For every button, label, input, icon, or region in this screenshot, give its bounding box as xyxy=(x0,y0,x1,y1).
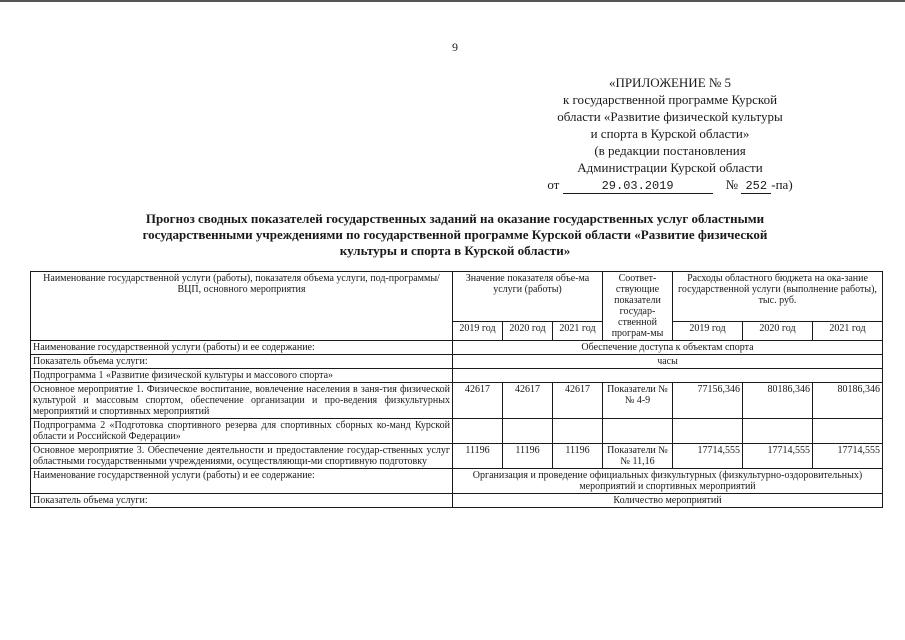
expense-value: 80186,346 xyxy=(813,383,883,419)
page-number: 9 xyxy=(452,40,458,54)
empty-cell xyxy=(603,419,673,444)
header-expense-year: 2020 год xyxy=(743,321,813,340)
number-suffix: -па) xyxy=(771,177,793,192)
top-rule xyxy=(0,0,905,2)
empty-cell xyxy=(673,419,743,444)
empty-cell xyxy=(453,419,503,444)
volume-value: 11196 xyxy=(503,444,553,469)
table-row xyxy=(31,341,883,355)
table-row xyxy=(31,444,883,469)
appendix-line: Администрации Курской области xyxy=(577,160,763,175)
header-name-col: Наименование государственной услуги (работы), показателя объема услуги, под-программы/ВЦП, основного мероприятия xyxy=(31,272,453,341)
empty-cell xyxy=(503,419,553,444)
row-empty-merged xyxy=(453,369,883,383)
table-row xyxy=(31,469,883,494)
row-label: Наименование государственной услуги (работы) и ее содержание: xyxy=(31,341,453,355)
appendix-line: (в редакции постановления xyxy=(594,143,746,158)
table-row xyxy=(31,419,883,444)
row-label: Основное мероприятие 1. Физическое воспитание, вовлечение населения в заня-тия физической культурой и массовым спортом, обеспечение организации и про-ведения физкультурных мероприятий и спортивных мероприятий xyxy=(31,383,453,419)
header-indicators-col: Соответ-ствующие показатели государ-ственной програм-мы xyxy=(603,272,673,341)
header-row xyxy=(31,272,883,322)
row-label: Подпрограмма 2 «Подготовка спортивного резерва для спортивных сборных ко-манд Курской области и Российской Федерации» xyxy=(31,419,453,444)
volume-value: 11196 xyxy=(553,444,603,469)
resolution-number: 252 xyxy=(741,179,771,194)
appendix-date-line xyxy=(520,176,820,194)
volume-value: 42617 xyxy=(553,383,603,419)
indicators-ref: Показатели №№ 4-9 xyxy=(603,383,673,419)
table-row xyxy=(31,383,883,419)
empty-cell xyxy=(743,419,813,444)
empty-cell xyxy=(813,419,883,444)
service-name: Организация и проведение официальных физкультурных (физкультурно-оздоровительных) мероприятий и спортивных мероприятий xyxy=(453,469,883,494)
title-line: культуры и спорта в Курской области» xyxy=(339,243,571,258)
row-label: Показатель объема услуги: xyxy=(31,355,453,369)
number-prefix: № xyxy=(725,177,739,192)
row-label: Показатель объема услуги: xyxy=(31,494,453,508)
volume-value: 42617 xyxy=(503,383,553,419)
volume-unit: часы xyxy=(453,355,883,369)
expense-value: 80186,346 xyxy=(743,383,813,419)
row-label: Наименование государственной услуги (работы) и ее содержание: xyxy=(31,469,453,494)
title-line: государственными учреждениями по государственной программе Курской области «Развитие физической xyxy=(142,227,768,242)
volume-value: 42617 xyxy=(453,383,503,419)
header-expense-year: 2019 год xyxy=(673,321,743,340)
expense-value: 77156,346 xyxy=(673,383,743,419)
service-name: Обеспечение доступа к объектам спорта xyxy=(453,341,883,355)
indicators-ref: Показатели №№ 11,16 xyxy=(603,444,673,469)
header-volume-year: 2021 год xyxy=(553,321,603,340)
appendix-line: «ПРИЛОЖЕНИЕ № 5 xyxy=(608,75,732,90)
table-row xyxy=(31,355,883,369)
expense-value: 17714,555 xyxy=(743,444,813,469)
title-line: Прогноз сводных показателей государственных заданий на оказание государственных услуг областными xyxy=(145,211,765,226)
header-volume-group: Значение показателя объе-ма услуги (работы) xyxy=(453,272,603,322)
appendix-line: к государственной программе Курской xyxy=(562,92,778,107)
expense-value: 17714,555 xyxy=(813,444,883,469)
table-row xyxy=(31,369,883,383)
appendix-line: области «Развитие физической культуры xyxy=(557,109,783,124)
volume-unit: Количество мероприятий xyxy=(453,494,883,508)
date-prefix: от xyxy=(547,177,560,192)
appendix-line: и спорта в Курской области» xyxy=(590,126,750,141)
document-title xyxy=(40,211,870,259)
empty-cell xyxy=(553,419,603,444)
header-expenses-group: Расходы областного бюджета на ока-зание государственной услуги (выполнение работы), тыс. руб. xyxy=(673,272,883,322)
appendix-block xyxy=(520,74,820,194)
resolution-date: 29.03.2019 xyxy=(563,179,713,194)
indicators-table xyxy=(30,271,883,508)
volume-value: 11196 xyxy=(453,444,503,469)
header-volume-year: 2020 год xyxy=(503,321,553,340)
header-volume-year: 2019 год xyxy=(453,321,503,340)
row-label: Основное мероприятие 3. Обеспечение деятельности и предоставление государ-ственных услуг областными государственными учреждениями, осуществляющи-ми спортивную подготовку xyxy=(31,444,453,469)
row-label: Подпрограмма 1 «Развитие физической культуры и массового спорта» xyxy=(31,369,453,383)
table-row xyxy=(31,494,883,508)
expense-value: 17714,555 xyxy=(673,444,743,469)
header-expense-year: 2021 год xyxy=(813,321,883,340)
